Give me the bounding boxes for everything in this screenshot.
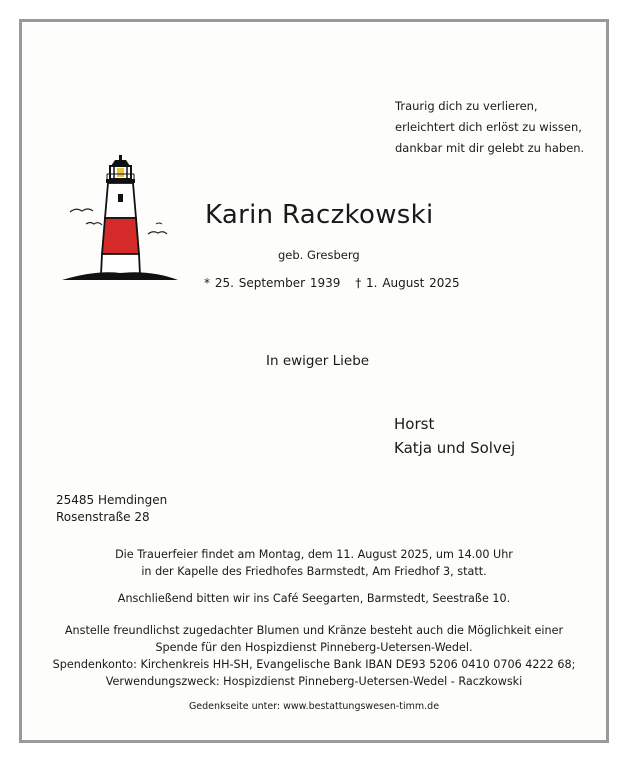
address-line: 25485 Hemdingen bbox=[56, 493, 168, 507]
birth-date: * 25. September 1939 bbox=[204, 276, 341, 290]
death-date: † 1. August 2025 bbox=[355, 276, 460, 290]
address-line: Rosenstraße 28 bbox=[56, 510, 150, 524]
funeral-line: Die Trauerfeier findet am Montag, dem 11. August 2025, um 14.00 Uhr bbox=[115, 548, 513, 561]
poem bbox=[395, 96, 584, 159]
obituary-card bbox=[19, 19, 609, 743]
tribute-line: In ewiger Liebe bbox=[266, 353, 370, 369]
birth-name: geb. Gresberg bbox=[278, 248, 360, 262]
poem-line: Traurig dich zu verlieren, bbox=[395, 99, 538, 113]
mourner-name: Katja und Solvej bbox=[394, 439, 516, 457]
donation-line: Anstelle freundlichst zugedachter Blumen und Kränze besteht auch die Möglichkeit einer bbox=[64, 624, 564, 637]
donation-info bbox=[22, 622, 606, 690]
donation-line: Spendenkonto: Kirchenkreis HH-SH, Evangelische Bank IBAN DE93 5206 0410 0706 4222 68; bbox=[52, 658, 576, 671]
deceased-name: Karin Raczkowski bbox=[205, 200, 434, 230]
funeral-line: in der Kapelle des Friedhofes Barmstedt, Am Friedhof 3, statt. bbox=[141, 565, 487, 578]
poem-line: erleichtert dich erlöst zu wissen, bbox=[395, 120, 582, 134]
funeral-info bbox=[22, 546, 606, 580]
family-address bbox=[56, 492, 167, 526]
mourners bbox=[394, 412, 515, 460]
poem-line: dankbar mit dir gelebt zu haben. bbox=[395, 141, 585, 155]
reception-info: Anschließend bitten wir ins Café Seegarten, Barmstedt, Seestraße 10. bbox=[117, 592, 511, 605]
donation-line: Verwendungszweck: Hospizdienst Pinneberg-Uetersen-Wedel - Raczkowski bbox=[105, 675, 523, 688]
mourner-name: Horst bbox=[394, 415, 435, 433]
donation-line: Spende für den Hospizdienst Pinneberg-Uetersen-Wedel. bbox=[155, 641, 473, 654]
life-dates bbox=[204, 276, 470, 290]
memorial-page-link[interactable]: Gedenkseite unter: www.bestattungswesen-timm.de bbox=[188, 701, 440, 712]
lighthouse-icon bbox=[56, 150, 186, 290]
